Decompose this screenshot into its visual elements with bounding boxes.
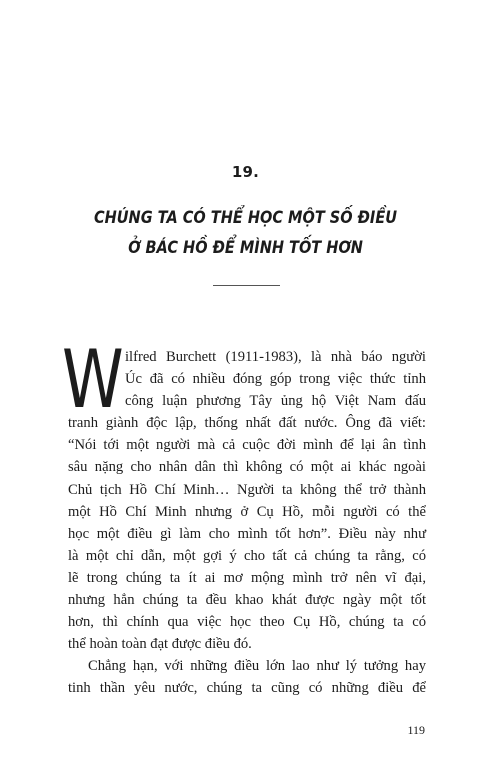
text-line: sâu nặng cho nhân dân thì không có một ai khác ngoài — [68, 459, 426, 476]
body-text — [62, 333, 426, 700]
chapter-title-line: Ở BÁC HỒ ĐỂ MÌNH TỐT HƠN — [128, 238, 363, 257]
text-line: hơn, thì chính qua việc học theo Cụ Hồ, chúng ta có — [68, 614, 426, 631]
drop-cap: W — [62, 333, 124, 426]
text-line: “Nói tới một người mà cả cuộc đời mình để lại ân tình — [68, 437, 426, 454]
page-number: 119 — [407, 723, 425, 737]
text-line: một Hồ Chí Minh nhưng ở Cụ Hồ, mỗi người có thể — [68, 503, 426, 520]
paragraph — [62, 333, 426, 655]
chapter-title-line: CHÚNG TA CÓ THỂ HỌC MỘT SỐ ĐIỀU — [93, 208, 398, 227]
text-line: học một điều gì làm cho mình tốt hơn”. Điều này như — [68, 525, 426, 542]
text-line: Úc đã có nhiều đóng góp trong việc thức tỉnh — [125, 371, 426, 388]
text-line: tranh giành độc lập, thống nhất đất nước. Ông đã viết: — [68, 415, 426, 432]
chapter-title — [29, 203, 461, 263]
chapter-number: 19. — [231, 163, 260, 181]
paragraph — [68, 655, 426, 699]
text-line: lẽ trong chúng ta ít ai mơ mộng mình trở nên vĩ đại, — [68, 569, 426, 586]
text-line: thể hoàn toàn đạt được điều đó. — [68, 636, 252, 653]
text-line: công luận phương Tây ủng hộ Việt Nam đấu — [125, 393, 426, 410]
text-line: Chủ tịch Hồ Chí Minh… Người ta không thể trở thành — [68, 481, 426, 498]
text-line: nhưng hẳn chúng ta đều khao khát được ngày một tốt — [68, 592, 426, 609]
text-line: Chẳng hạn, với những điều lớn lao như lý tưởng hay — [88, 658, 426, 675]
text-line: là một chỉ dẫn, một gợi ý cho tất cả chúng ta rằng, có — [68, 547, 426, 564]
text-line: tinh thần yêu nước, chúng ta cũng có những điều để — [68, 680, 426, 697]
text-line: ilfred Burchett (1911-1983), là nhà báo người — [125, 349, 426, 365]
title-divider — [213, 285, 280, 286]
